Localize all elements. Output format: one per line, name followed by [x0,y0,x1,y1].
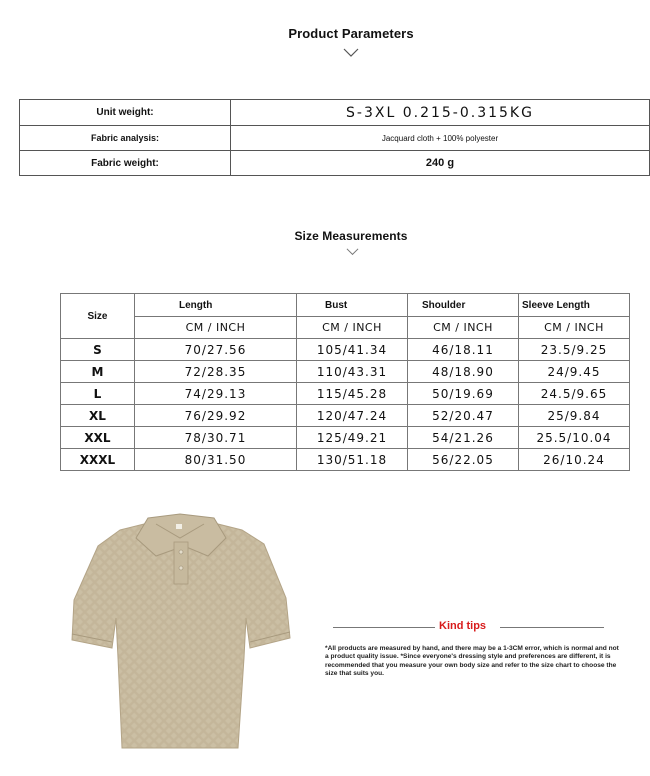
table-row [61,405,630,427]
size-cell: S [61,339,135,361]
chevron-down-icon [343,48,359,58]
shoulder-cell: 52/20.47 [408,405,519,427]
product-parameters-title: Product Parameters [288,26,414,41]
size-cell: XXL [61,427,135,449]
shoulder-cell: 56/22.05 [408,449,519,471]
size-cell: L [61,383,135,405]
size-table-unit-row [61,317,630,339]
table-row [61,449,630,471]
param-label: Fabric weight: [20,151,231,176]
column-header: Length [135,294,297,317]
param-row [20,126,650,151]
param-value: 240 g [231,151,650,176]
sleeve-cell: 24.5/9.65 [519,383,630,405]
length-cell: 74/29.13 [135,383,297,405]
size-column-header: Size [61,294,135,339]
shoulder-cell: 54/21.26 [408,427,519,449]
size-table [60,293,630,471]
shoulder-cell: 46/18.11 [408,339,519,361]
shoulder-cell: 50/19.69 [408,383,519,405]
length-cell: 72/28.35 [135,361,297,383]
tips-divider-left [333,627,435,628]
unit-label: CM / INCH [297,317,408,339]
product-parameters-table [19,99,650,176]
sleeve-cell: 24/9.45 [519,361,630,383]
length-cell: 76/29.92 [135,405,297,427]
sleeve-cell: 25.5/10.04 [519,427,630,449]
table-row [61,339,630,361]
size-cell: M [61,361,135,383]
bust-cell: 105/41.34 [297,339,408,361]
param-value: S-3XL 0.215-0.315KG [231,100,650,126]
size-measurements-title: Size Measurements [294,229,408,243]
size-table-header-row [61,294,630,317]
sleeve-cell: 25/9.84 [519,405,630,427]
unit-label: CM / INCH [408,317,519,339]
chevron-down-icon [346,248,359,256]
kind-tips-title: Kind tips [439,620,487,632]
table-row [61,383,630,405]
column-header: Sleeve Length [519,294,630,317]
bust-cell: 120/47.24 [297,405,408,427]
unit-label: CM / INCH [519,317,630,339]
param-label: Unit weight: [20,100,231,126]
sleeve-cell: 23.5/9.25 [519,339,630,361]
bust-cell: 115/45.28 [297,383,408,405]
column-header: Bust [297,294,408,317]
size-cell: XXXL [61,449,135,471]
param-row [20,151,650,176]
param-label: Fabric analysis: [20,126,231,151]
tips-divider-right [500,627,604,628]
length-cell: 80/31.50 [135,449,297,471]
polo-shirt-image [60,508,300,758]
column-header: Shoulder [408,294,519,317]
bust-cell: 130/51.18 [297,449,408,471]
bust-cell: 110/43.31 [297,361,408,383]
size-cell: XL [61,405,135,427]
bust-cell: 125/49.21 [297,427,408,449]
kind-tips-text: *All products are measured by hand, and there may be a 1-3CM error, which is normal and not a product quality issue. *Since everyone's dressing style and preferences are different, it is recommended that you measure your own body size and refer to the size chart to choose the size that suits you. [325,645,619,678]
param-value: Jacquard cloth + 100% polyester [231,126,650,151]
shoulder-cell: 48/18.90 [408,361,519,383]
table-row [61,427,630,449]
unit-label: CM / INCH [135,317,297,339]
length-cell: 70/27.56 [135,339,297,361]
param-row [20,100,650,126]
table-row [61,361,630,383]
length-cell: 78/30.71 [135,427,297,449]
sleeve-cell: 26/10.24 [519,449,630,471]
